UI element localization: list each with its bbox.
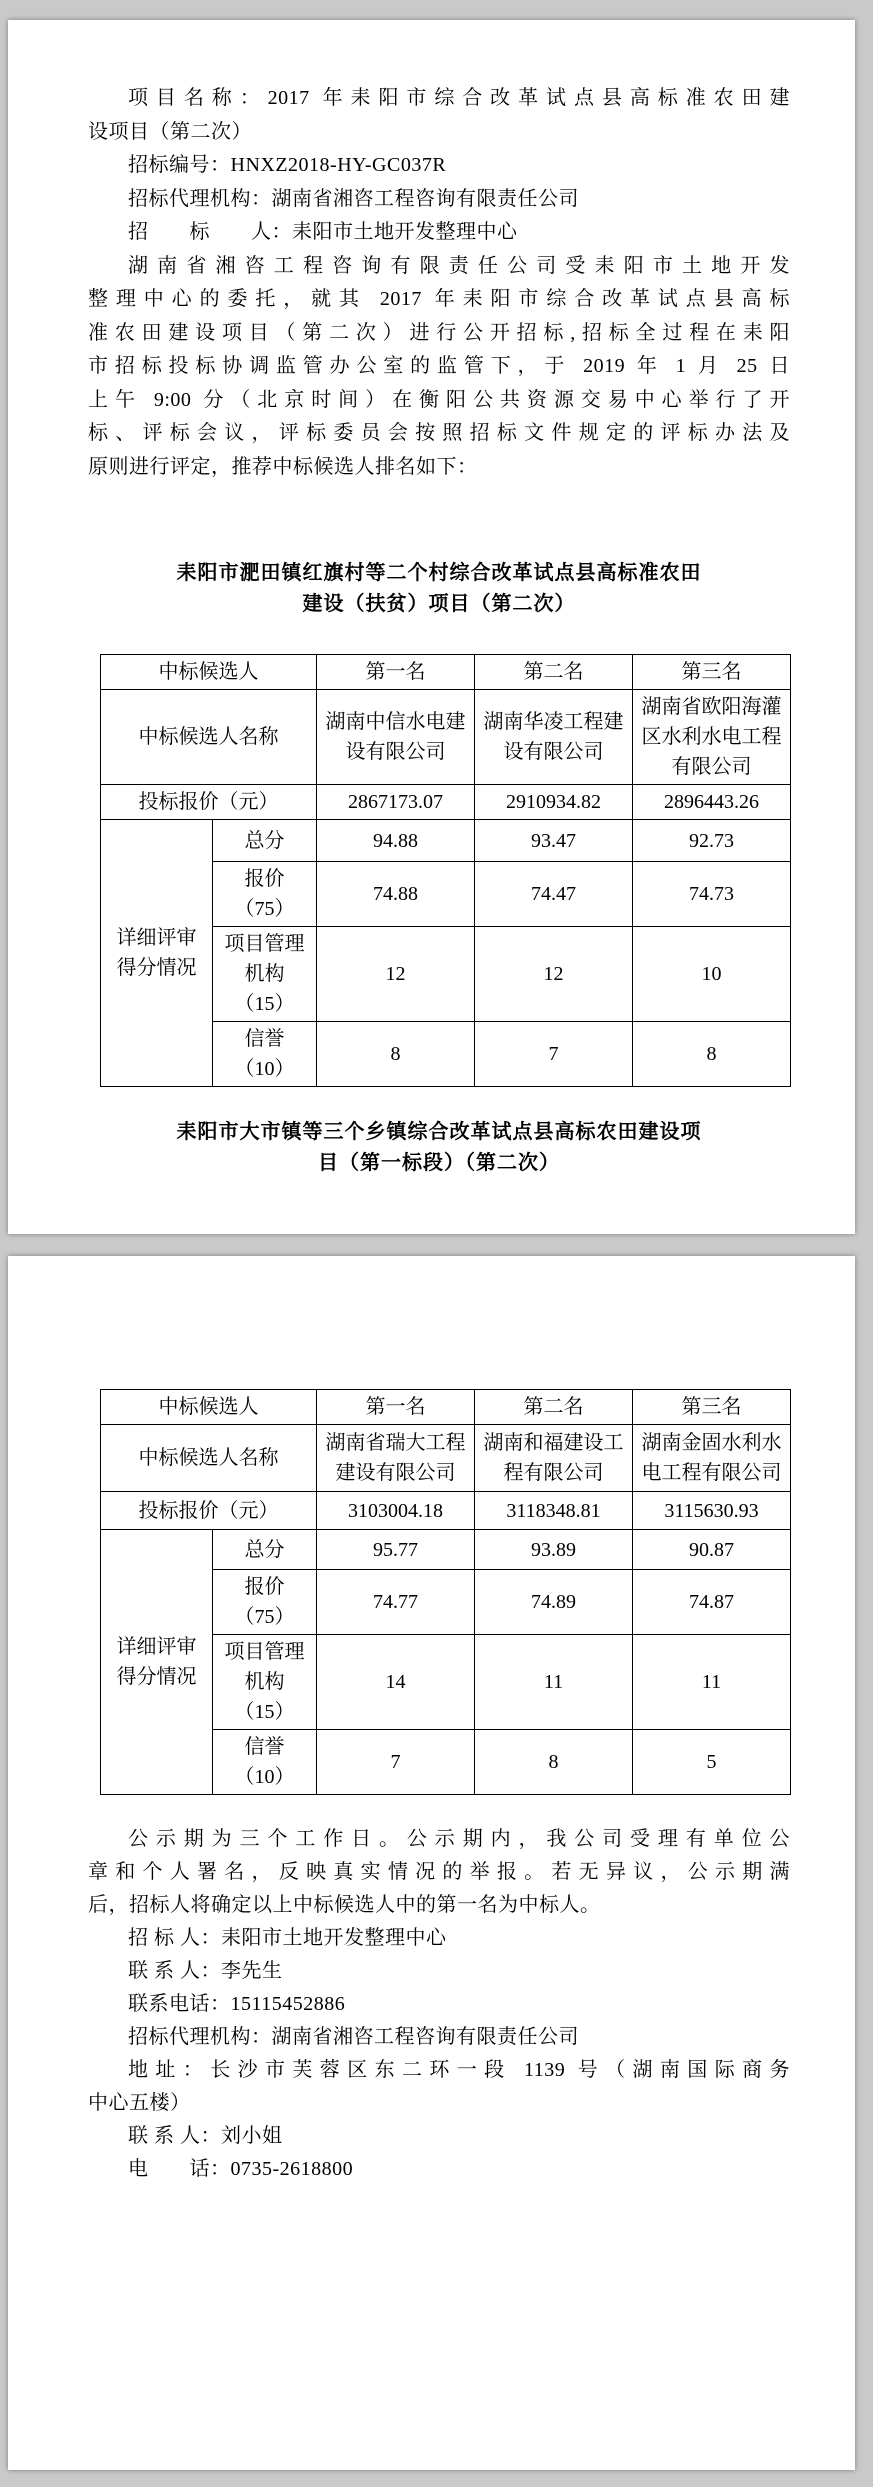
mgmt-score-2: 12 [475,927,633,1022]
line-address-1: 地址：长沙市芙蓉区东二环一段 1139 号（湖南国际商务 [128,2059,790,2081]
text-line: 项目名称：2017 年耒阳市综合改革试点县高标准农田建 [128,87,790,109]
text-line: 市招标投标协调监管办公室的监管下，于 2019 年 1 月 25 日 [88,355,790,377]
candidate-name-2: 湖南和福建设工程有限公司 [475,1425,633,1492]
quote-score-2: 74.47 [475,862,633,927]
bid-price-1: 2867173.07 [317,785,475,820]
credit-score-1: 7 [317,1730,475,1795]
text-line: 整理中心的委托，就其 2017 年耒阳市综合改革试点县高标 [88,288,790,310]
header-candidate: 中标候选人 [101,1390,317,1425]
label-mgmt-line1: 项目管理 [224,1641,305,1663]
label-detail-review [101,1530,213,1795]
text-line: 后，招标人将确定以上中标候选人中的第一名为中标人。 [88,1894,601,1916]
page1-content [8,20,855,1179]
credit-score-3: 5 [633,1730,791,1795]
header-rank2: 第二名 [475,1390,633,1425]
candidate-name-3: 湖南金固水利水电工程有限公司 [633,1425,791,1492]
text-line: 准农田建设项目（第二次）进行公开招标,招标全过程在耒阳 [88,321,790,344]
bid-result-table-2 [100,1389,791,1795]
header-rank2: 第二名 [475,655,633,690]
label-total-score: 总分 [213,1530,317,1570]
label-candidate-name: 中标候选人名称 [101,1425,317,1492]
line-agency: 招标代理机构：湖南省湘咨工程咨询有限责任公司 [128,2026,579,2048]
text-line: 湖南省湘咨工程咨询有限责任公司受耒阳市土地开发 [128,254,790,277]
credit-score-3: 8 [633,1022,791,1087]
total-score-3: 90.87 [633,1530,791,1570]
label-mgmt-line2: 机构（15） [234,963,295,1015]
label-bid-price: 投标报价（元） [101,785,317,820]
document-page-1 [8,20,855,1234]
label-mgmt-score [213,1635,317,1730]
line-contact-person-1: 联 系 人：李先生 [128,1960,283,1982]
label-bid-price: 投标报价（元） [101,1492,317,1530]
line-contact-phone-2: 电 话：0735-2618800 [128,2158,354,2180]
total-score-2: 93.47 [475,820,633,862]
label-credit-score: 信誉（10） [213,1730,317,1795]
candidate-name-2: 湖南华凌工程建设有限公司 [475,690,633,785]
line-contact-phone-1: 联系电话：15115452886 [128,1993,346,2015]
quote-score-1: 74.77 [317,1570,475,1635]
label-quote-score: 报价（75） [213,862,317,927]
line-address-2: 中心五楼） [88,2092,191,2114]
table-row-header [101,1390,791,1425]
label-candidate-name: 中标候选人名称 [101,690,317,785]
page2-content [8,1389,855,2186]
label-quote-score: 报价（75） [213,1570,317,1635]
line-tenderee: 招 标 人：耒阳市土地开发整理中心 [128,221,518,243]
document-page-2 [8,1256,855,2470]
total-score-1: 95.77 [317,1530,475,1570]
bid-price-2: 2910934.82 [475,785,633,820]
table-row-header [101,655,791,690]
candidate-name-3: 湖南省欧阳海灌区水利水电工程有限公司 [633,690,791,785]
mgmt-score-3: 11 [633,1635,791,1730]
mgmt-score-3: 10 [633,927,791,1022]
header-rank3: 第三名 [633,655,791,690]
table-row-total [101,820,791,862]
total-score-3: 92.73 [633,820,791,862]
paragraph-project-name [88,82,790,149]
table-row-total [101,1530,791,1570]
label-detail-line1: 详细评审 [116,927,197,949]
credit-score-2: 7 [475,1022,633,1087]
header-rank1: 第一名 [317,1390,475,1425]
label-detail-line2: 得分情况 [116,957,197,979]
bid-price-3: 2896443.26 [633,785,791,820]
total-score-1: 94.88 [317,820,475,862]
candidate-name-1: 湖南中信水电建设有限公司 [317,690,475,785]
quote-score-2: 74.89 [475,1570,633,1635]
line-contact-person-2: 联 系 人：刘小姐 [128,2125,283,2147]
line-tenderee: 招 标 人：耒阳市土地开发整理中心 [128,1927,447,1949]
label-detail-review [101,820,213,1087]
text-line: 标、评标会议，评标委员会按照招标文件规定的评标办法及 [88,422,790,444]
header-rank3: 第三名 [633,1390,791,1425]
mgmt-score-1: 14 [317,1635,475,1730]
line-bid-number: 招标编号：HNXZ2018-HY-GC037R [128,154,447,176]
section2-title-line1: 耒阳市大市镇等三个乡镇综合改革试点县高标农田建设项 [176,1121,702,1143]
section1-title [88,558,790,620]
quote-score-3: 74.87 [633,1570,791,1635]
header-candidate: 中标候选人 [101,655,317,690]
bid-result-table-1 [100,654,791,1087]
mgmt-score-2: 11 [475,1635,633,1730]
bid-price-1: 3103004.18 [317,1492,475,1530]
section2-title [88,1117,790,1179]
label-detail-line1: 详细评审 [116,1636,197,1658]
bid-price-2: 3118348.81 [475,1492,633,1530]
credit-score-1: 8 [317,1022,475,1087]
table-row-names [101,690,791,785]
section1-title-line1: 耒阳市淝田镇红旗村等二个村综合改革试点县高标准农田 [176,562,702,584]
text-line: 设项目（第二次） [88,120,252,143]
section2-title-line2: 目（第一标段）（第二次） [318,1152,560,1174]
label-detail-line2: 得分情况 [116,1666,197,1688]
label-mgmt-line2: 机构（15） [234,1671,295,1723]
section1-title-line2: 建设（扶贫）项目（第二次） [302,593,576,615]
mgmt-score-1: 12 [317,927,475,1022]
table-row-names [101,1425,791,1492]
quote-score-1: 74.88 [317,862,475,927]
table-row-price [101,785,791,820]
paragraph-public-notice [88,1823,790,1922]
label-credit-score: 信誉（10） [213,1022,317,1087]
quote-score-3: 74.73 [633,862,791,927]
label-mgmt-line1: 项目管理 [224,933,305,955]
text-line: 上午 9:00 分（北京时间）在衡阳公共资源交易中心举行了开 [88,388,790,411]
table-row-price [101,1492,791,1530]
credit-score-2: 8 [475,1730,633,1795]
total-score-2: 93.89 [475,1530,633,1570]
header-rank1: 第一名 [317,655,475,690]
label-mgmt-score [213,927,317,1022]
contact-block [88,1922,790,2186]
text-line: 章和个人署名，反映真实情况的举报。若无异议，公示期满 [88,1861,790,1883]
candidate-name-1: 湖南省瑞大工程建设有限公司 [317,1425,475,1492]
text-line: 原则进行评定，推荐中标候选人排名如下： [88,455,478,478]
text-line: 公示期为三个工作日。公示期内，我公司受理有单位公 [128,1828,790,1850]
label-total-score: 总分 [213,820,317,862]
paragraph-intro [88,250,790,485]
bid-price-3: 3115630.93 [633,1492,791,1530]
line-agency: 招标代理机构：湖南省湘咨工程咨询有限责任公司 [128,187,579,210]
